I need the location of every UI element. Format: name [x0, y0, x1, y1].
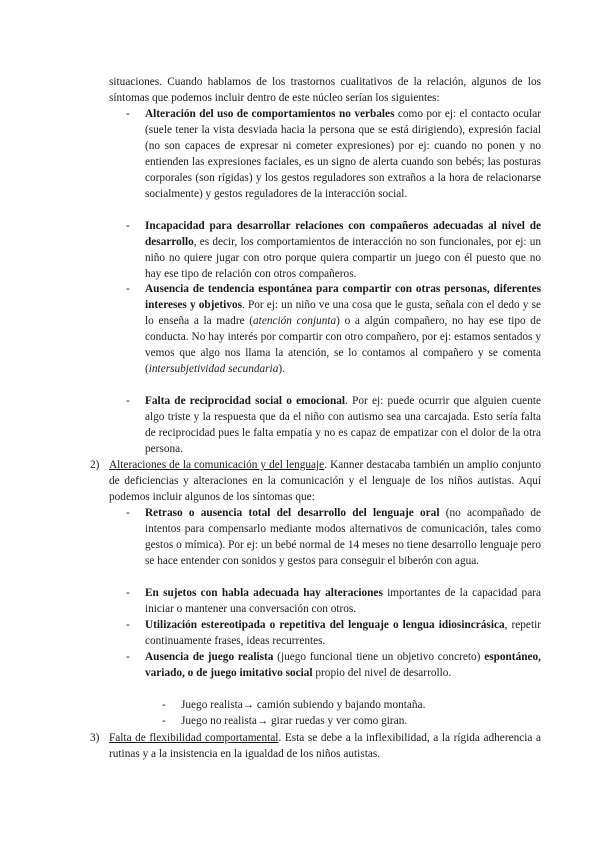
- bullet-heading: espontáneo, variado, o de juego imitativo social: [145, 651, 541, 679]
- bullet-dash: -: [126, 395, 130, 407]
- bullet-italic-term: intersubjetividad secundaria: [148, 363, 279, 375]
- bullet-dash: -: [126, 108, 130, 120]
- sub-list-item: [162, 713, 541, 729]
- sub-item-text: Juego no realista→ girar ruedas y ver como giran.: [181, 715, 408, 727]
- list-item: [126, 505, 542, 569]
- sub-list-item: [162, 697, 541, 713]
- bullet-dash: -: [126, 283, 130, 295]
- bullet-text: , repetir continuamente frases, ideas recurrentes.: [145, 619, 541, 647]
- item-number: 3): [90, 732, 100, 744]
- bullet-text: propio del nivel de desarrollo.: [312, 667, 452, 679]
- bullet-text: ).: [278, 363, 285, 375]
- bullet-text: ) o a algún compañero, no hay ese tipo de conducta. No hay interés por compartir con otro compañero, por ej: estamos sentados y vemos que algo nos llama la atención, se lo contamos al compañero y se comenta (: [145, 315, 541, 375]
- intro-paragraph: situaciones. Cuando hablamos de los trastornos cualitativos de la relación, algunos de los síntomas que podemos incluir dentro de este núcleo serían los siguientes:: [109, 76, 541, 104]
- bullet-heading: Utilización estereotipada o repetitiva del lenguaje o lengua idiosincrásica: [145, 619, 505, 631]
- bullet-heading: Ausencia de tendencia espontánea para compartir con otras personas, diferentes intereses y objetivos: [145, 283, 541, 311]
- numbered-item: [90, 457, 541, 505]
- list-item: [126, 218, 541, 282]
- bullet-text: (no acompañado de intentos para compensarlo mediante modos alternativos de comunicación, tales como gestos o mímica). Por ej: un bebé normal de 14 meses no tiene desarrollo lenguaje pero se hace entender con sonidos y gestos para conseguir el biberón con agua.: [145, 507, 542, 567]
- section-title: Alteraciones de la comunicación y del lenguaje: [109, 459, 325, 471]
- bullet-dash: -: [126, 587, 130, 599]
- bullet-text: . Por ej: puede ocurrir que alguien cuente algo triste y la respuesta que da el niño con autismo sea una carcajada. Esto sería falta de reciprocidad pues le falta empatía y no es capaz de empatizar con el dolor de la otra persona.: [145, 395, 541, 455]
- bullet-heading: Ausencia de juego realista: [145, 651, 274, 663]
- bullet-text: como por ej: el contacto ocular (suele tener la vista desviada hacia la persona que se está dirigiendo), expresión facial (no son capaces de expresar ni cometer expresiones) por ej: cuando no ponen y no entienden las expresiones faciales, es un signo de alerta cuando son bebés; las posturas corporales (son rígidas) y los gestos reguladores son extraños a la hora de relacionarse socialmente) y gestos reguladores de la interacción social.: [145, 108, 541, 200]
- bullet-text: importantes de la capacidad para iniciar o mantener una conversación con otros.: [145, 587, 541, 615]
- bullet-dash: -: [126, 651, 130, 663]
- list-item: [126, 106, 541, 202]
- sub-item-text: Juego realista→ camión subiendo y bajando montaña.: [181, 699, 426, 711]
- list-item: [126, 649, 541, 681]
- bullet-text: , es decir, los comportamientos de interacción no son funcionales, por ej: un niño no quiere jugar con otro porque quiera compartir un juego con él puesto que no hay ese tipo de relación con otros compañeros.: [145, 236, 541, 280]
- bullet-dash: -: [126, 220, 130, 232]
- bullet-heading: Alteración del uso de comportamientos no verbales: [145, 108, 395, 120]
- bullet-text: (juego funcional tiene un objetivo concreto): [273, 651, 485, 663]
- bullet-dash: -: [162, 715, 166, 727]
- list-item: [126, 281, 541, 377]
- bullet-heading: Incapacidad para desarrollar relaciones con compañeros adecuadas al nivel de desarrollo: [145, 220, 541, 248]
- section-text: . Kanner destacaba también un amplio conjunto de deficiencias y alteraciones en la comunicación y el lenguaje de los niños autistas. Aquí podemos incluir algunos de los síntomas que:: [109, 459, 541, 503]
- bullet-dash: -: [126, 619, 130, 631]
- bullet-dash: -: [162, 699, 166, 711]
- bullet-heading: En sujetos con habla adecuada hay alteraciones: [145, 587, 383, 599]
- numbered-item: [90, 730, 541, 762]
- list-item: [126, 585, 541, 617]
- bullet-text: . Por ej: un niño ve una cosa que le gusta, señala con el dedo y se lo enseña a la madre (: [145, 299, 541, 327]
- bullet-italic-term: atención conjunta: [253, 315, 337, 327]
- item-number: 2): [90, 459, 100, 471]
- list-item: [126, 617, 541, 649]
- bullet-dash: -: [126, 507, 130, 519]
- section-text: . Esta se debe a la inflexibilidad, a la rígida adherencia a rutinas y a la insistencia en la igualdad de los niños autistas.: [109, 732, 541, 760]
- section-title: Falta de flexibilidad comportamental: [109, 732, 279, 744]
- bullet-heading: Falta de reciprocidad social o emocional: [145, 395, 346, 407]
- list-item: [126, 393, 541, 457]
- bullet-heading: Retraso o ausencia total del desarrollo del lenguaje oral: [145, 507, 440, 519]
